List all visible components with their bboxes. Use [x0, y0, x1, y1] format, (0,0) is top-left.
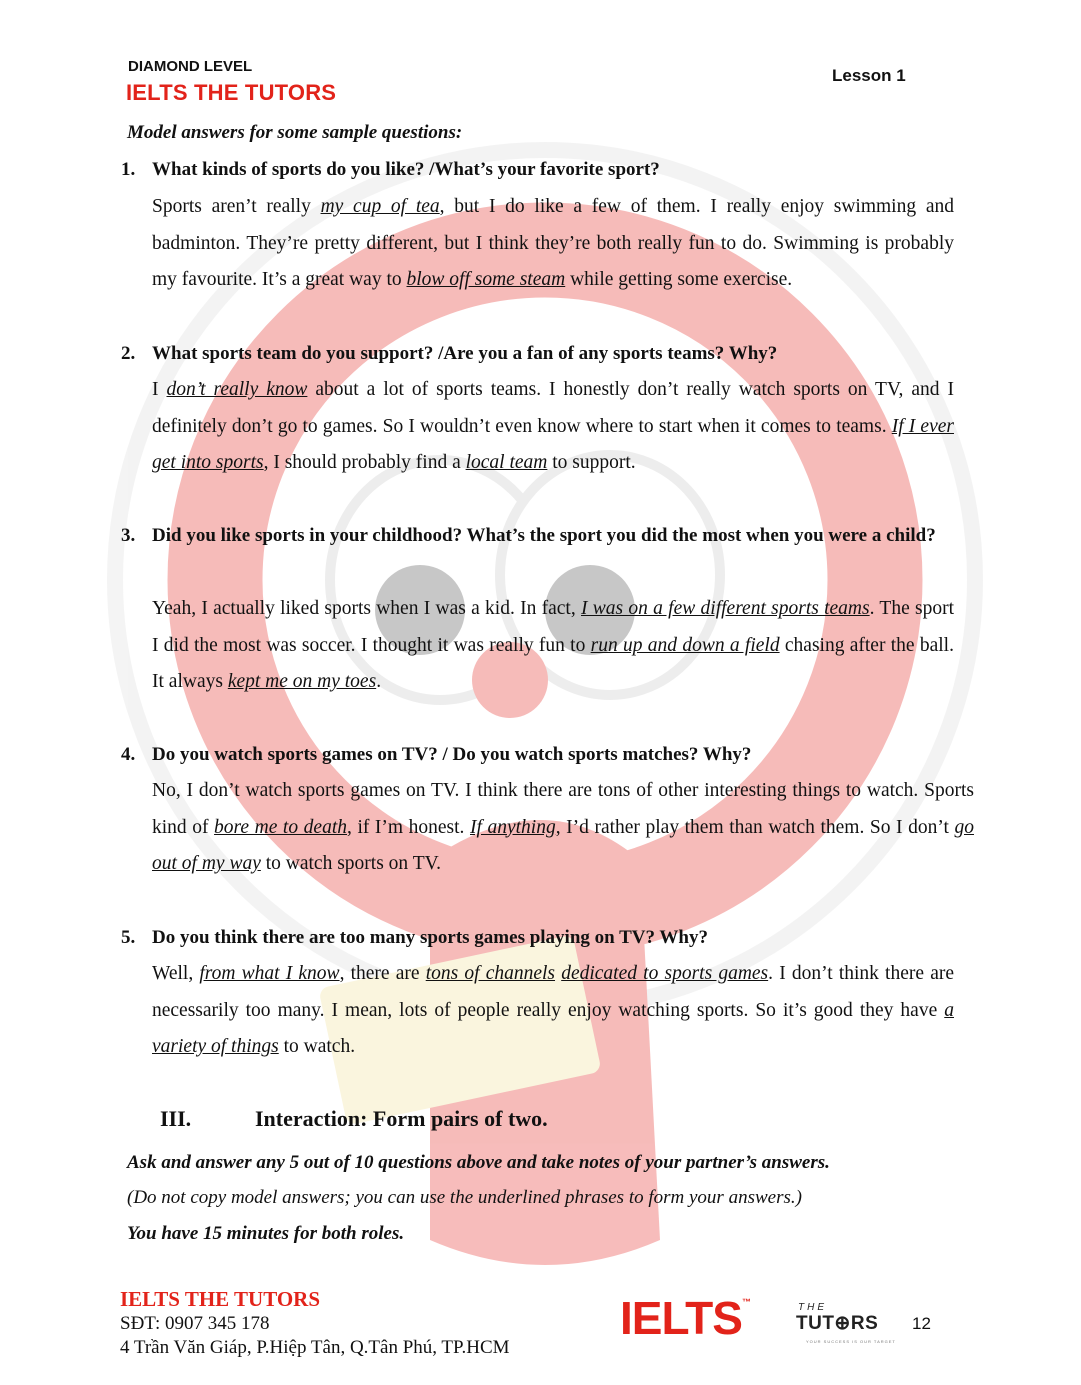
key-phrase: don’t really know — [166, 379, 308, 400]
instruction-line: Ask and answer any 5 out of 10 questions above and take notes of your partner’s answers. — [127, 1152, 830, 1173]
answer-text: , I’d rather play them than watch them. So I don’t — [555, 816, 955, 838]
footer-address: 4 Trần Văn Giáp, P.Hiệp Tân, Q.Tân Phú, TP.HCM — [120, 1337, 510, 1358]
intro-heading: Model answers for some sample questions: — [127, 122, 463, 143]
answer-paragraph — [152, 591, 954, 701]
key-phrase: If I ever get into sports — [152, 415, 954, 473]
instruction-time: You have 15 minutes for both roles. — [127, 1223, 405, 1244]
key-phrase: blow off some steam — [406, 269, 566, 290]
answer-text: to watch sports on TV. — [260, 853, 442, 874]
key-phrase: from what I know — [199, 963, 340, 984]
ielts-trademark: ™ — [741, 1297, 751, 1307]
section-number: III. — [160, 1106, 192, 1131]
answer-text: , I should probably find a — [263, 452, 466, 473]
tutors-logo: TUT⊕RS — [796, 1313, 879, 1334]
key-phrase: kept me on my toes — [227, 671, 377, 692]
answer-text: , there are — [339, 963, 426, 984]
answer-text: , if I’m honest. — [347, 816, 470, 838]
tutors-logo-the: THE — [798, 1302, 827, 1313]
key-phrase: my cup of tea — [320, 196, 440, 217]
answer-text: . I don’t think there are necessarily too many. I mean, lots of people really enjoy watching sports. So it’s good they have — [152, 963, 954, 1021]
question-number: 5. — [121, 927, 136, 948]
answer-text: Sports aren’t really — [152, 196, 321, 217]
key-phrase: go out of my way — [152, 816, 974, 874]
question-number: 4. — [121, 744, 136, 765]
answer-text: I — [152, 379, 167, 400]
answer-paragraph — [152, 773, 974, 883]
footer-phone: SĐT: 0907 345 178 — [120, 1313, 270, 1334]
answer-text: chasing after the ball. It always — [152, 634, 954, 692]
key-phrase: bore me to death — [214, 816, 347, 838]
answer-text: to support. — [547, 452, 636, 473]
ielts-logo-text: IELTS — [620, 1292, 742, 1344]
header-lesson: Lesson 1 — [832, 66, 906, 85]
answer-text: Well, — [152, 963, 200, 984]
header-brand: IELTS THE TUTORS — [126, 80, 337, 105]
question-text: What kinds of sports do you like? /What’s your favorite sport? — [152, 159, 660, 180]
question-text: What sports team do you support? /Are you a fan of any sports teams? Why? — [152, 343, 778, 364]
key-phrase: tons of channels — [425, 963, 556, 984]
answer-text: while getting some exercise. — [565, 269, 793, 290]
question-number: 3. — [121, 525, 136, 546]
footer-brand: IELTS THE TUTORS — [120, 1287, 321, 1311]
header-level: DIAMOND LEVEL — [128, 58, 253, 75]
question-text: Did you like sports in your childhood? What’s the sport you did the most when you were a child? — [152, 525, 936, 546]
answer-text: . — [376, 671, 382, 692]
page-number: 12 — [912, 1314, 931, 1333]
answer-text: . The sport I did the most was soccer. I thought it was really fun to — [152, 598, 954, 656]
question-number: 1. — [121, 159, 136, 180]
answer-paragraph — [152, 372, 954, 482]
key-phrase: a variety of things — [152, 999, 954, 1057]
instruction-note: (Do not copy model answers; you can use the underlined phrases to form your answers.) — [127, 1187, 802, 1208]
answer-text: Yeah, I actually liked sports when I was a kid. In fact, — [152, 598, 581, 619]
answer-text: about a lot of sports teams. I honestly don’t really watch sports on TV, and I definitely don’t go to games. So I wouldn’t even know where to start when it comes to teams. — [152, 379, 955, 437]
question-text: Do you think there are too many sports games playing on TV? Why? — [152, 927, 708, 948]
answer-text: No, I don’t watch sports games on TV. I think there are tons of other interesting things to watch. Sports kind of — [152, 780, 974, 838]
answer-text: to watch. — [278, 1036, 356, 1057]
key-phrase: local team — [465, 452, 548, 473]
section-title: Interaction: Form pairs of two. — [255, 1106, 548, 1131]
key-phrase: If anything — [470, 816, 556, 838]
question-number: 2. — [121, 343, 136, 364]
answer-text: , but I do like a few of them. I really enjoy swimming and badminton. They’re pretty different, but I think they’re both really fun to do. Swimming is probably my favourite. It’s a great way to — [152, 196, 954, 290]
tutors-logo-tagline: YOUR SUCCESS IS OUR TARGET — [806, 1339, 896, 1344]
key-phrase: dedicated to sports games — [561, 963, 769, 984]
question-text: Do you watch sports games on TV? / Do you watch sports matches? Why? — [152, 744, 752, 765]
answer-paragraph — [152, 189, 954, 299]
answer-paragraph — [152, 956, 954, 1066]
key-phrase: I was on a few different sports teams — [581, 598, 870, 619]
ielts-logo — [620, 1291, 751, 1345]
key-phrase: run up and down a field — [590, 634, 780, 656]
